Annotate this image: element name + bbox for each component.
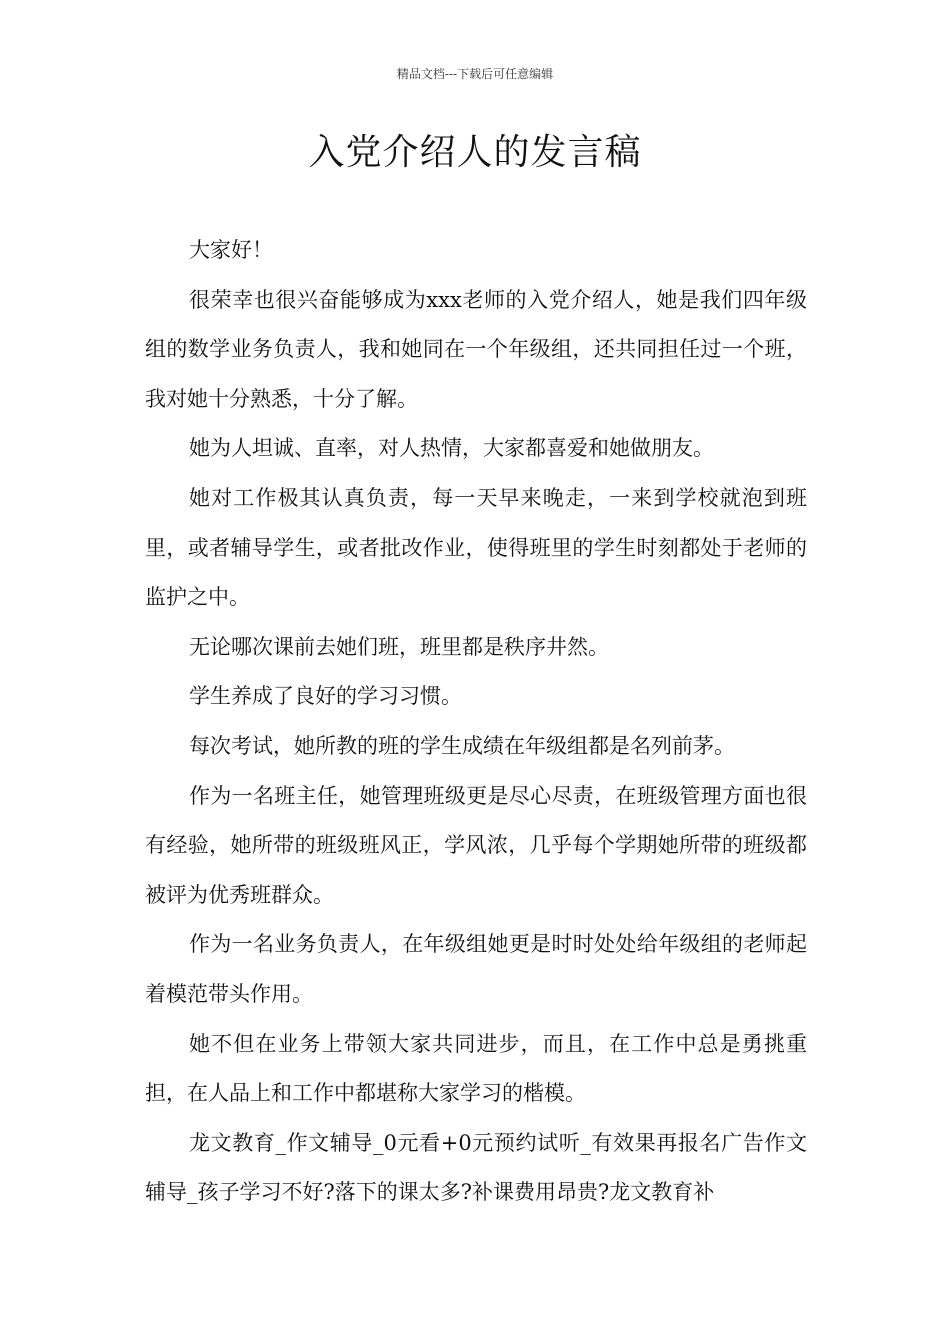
paragraph: 很荣幸也很兴奋能够成为xxx老师的入党介绍人，她是我们四年级组的数学业务负责人，我和她同在一个年级组，还共同担任过一个班，我对她十分熟悉，十分了解。	[145, 287, 807, 411]
paragraph: 她不但在业务上带领大家共同进步，而且，在工作中总是勇挑重担，在人品上和工作中都堪称大家学习的楷模。	[145, 1031, 807, 1106]
paragraph-ad: 龙文教育_作文辅导_0元看+0元预约试听_有效果再报名广告作文辅导_孩子学习不好?落下的课太多?补课费用昂贵?龙文教育补	[145, 1130, 807, 1205]
header-note: 精品文档---下载后可任意编辑	[396, 67, 554, 81]
paragraph: 她为人坦诚、直率，对人热情，大家都喜爱和她做朋友。	[189, 436, 714, 461]
paragraph: 作为一名业务负责人，在年级组她更是时时处处给年级组的老师起着模范带头作用。	[145, 932, 807, 1006]
paragraph: 无论哪次课前去她们班，班里都是秩序井然。	[189, 634, 609, 659]
paragraph: 作为一名班主任，她管理班级更是尽心尽责，在班级管理方面也很有经验，她所带的班级班风正，学风浓，几乎每个学期她所带的班级都被评为优秀班群众。	[145, 783, 807, 907]
document-title: 入党介绍人的发言稿	[308, 132, 642, 173]
paragraph: 她对工作极其认真负责，每一天早来晚走，一来到学校就泡到班里，或者辅导学生，或者批改作业，使得班里的学生时刻都处于老师的监护之中。	[145, 485, 807, 610]
paragraph: 学生养成了良好的学习习惯。	[189, 684, 462, 709]
paragraph-greeting: 大家好！	[189, 238, 273, 262]
document-body	[145, 226, 807, 1218]
paragraph: 每次考试，她所教的班的学生成绩在年级组都是名列前茅。	[189, 733, 735, 758]
